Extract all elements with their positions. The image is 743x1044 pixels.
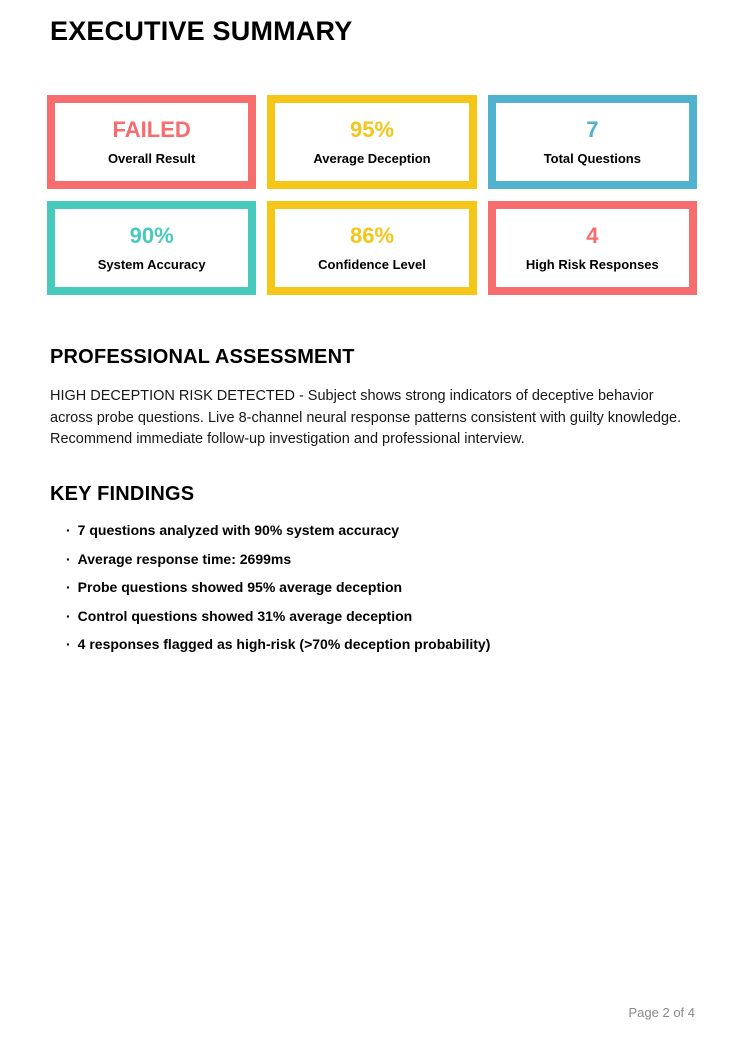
key-finding-item: [66, 523, 490, 537]
stat-label: Overall Result: [107, 151, 196, 166]
stat-value: 90%: [129, 223, 174, 248]
professional-assessment-heading: PROFESSIONAL ASSESSMENT: [50, 346, 355, 368]
stat-card-average-deception: [267, 95, 476, 189]
stat-label: Average Deception: [313, 151, 431, 166]
stat-value: 4: [586, 223, 599, 248]
key-findings-heading: KEY FINDINGS: [50, 483, 195, 505]
key-finding-text: Average response time: 2699ms: [77, 550, 292, 567]
bullet-icon: ·: [66, 522, 71, 538]
key-finding-text: Control questions showed 31% average deception: [77, 607, 413, 624]
bullet-icon: ·: [66, 579, 71, 595]
stat-label: System Accuracy: [97, 257, 206, 272]
stat-card-confidence-level: [267, 201, 476, 295]
professional-assessment-text: HIGH DECEPTION RISK DETECTED - Subject shows strong indicators of deceptive behavior across probe questions. Live 8-channel neural response patterns consistent with guilty knowledge. Recommend immediate follow-up investigation and professional interview.: [50, 388, 682, 447]
stat-card-total-questions: [488, 95, 697, 189]
page-number: Page 2 of 4: [628, 1005, 695, 1020]
key-finding-item: [66, 580, 490, 594]
key-findings-list: [66, 523, 490, 666]
stat-value: 95%: [349, 117, 395, 142]
bullet-icon: ·: [66, 550, 71, 567]
key-finding-item: [66, 552, 490, 566]
key-finding-text: 4 responses flagged as high-risk (>70% deception probability): [77, 636, 491, 652]
page-title: EXECUTIVE SUMMARY: [50, 16, 353, 46]
summary-stats-grid: [47, 95, 697, 295]
stat-value: 7: [586, 117, 599, 142]
key-finding-item: [66, 637, 490, 651]
stat-card-system-accuracy: [47, 201, 256, 295]
key-finding-item: [66, 609, 490, 623]
stat-value: 86%: [349, 223, 395, 248]
stat-card-high-risk-responses: [488, 201, 697, 295]
stat-value: FAILED: [112, 117, 191, 142]
key-finding-text: Probe questions showed 95% average deception: [77, 579, 403, 595]
stat-label: Total Questions: [543, 151, 641, 166]
stat-label: High Risk Responses: [525, 257, 659, 272]
bullet-icon: ·: [66, 636, 71, 652]
key-finding-text: 7 questions analyzed with 90% system accuracy: [77, 522, 400, 538]
stat-label: Confidence Level: [318, 257, 426, 272]
bullet-icon: ·: [66, 607, 71, 624]
stat-card-overall-result: [47, 95, 256, 189]
